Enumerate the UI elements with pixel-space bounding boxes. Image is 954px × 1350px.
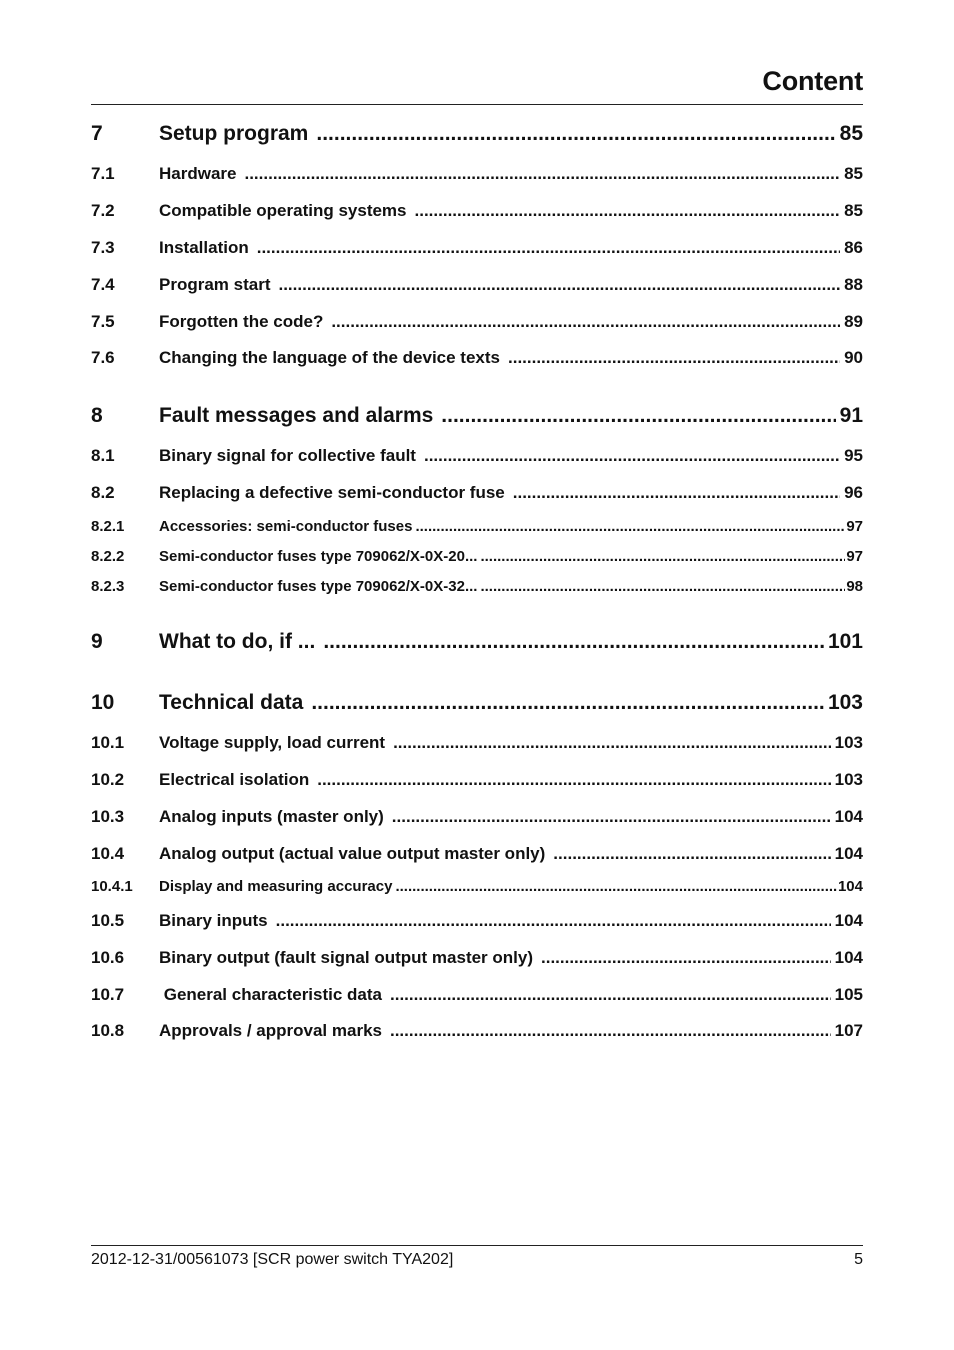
toc-number: 7: [91, 122, 103, 145]
toc-title: Voltage supply, load current: [159, 733, 386, 752]
toc-page: 104: [834, 807, 863, 826]
toc-page: 103: [834, 770, 863, 789]
toc-entry[interactable]: [91, 238, 863, 262]
toc-number: 7.4: [91, 275, 115, 294]
toc-title: Binary signal for collective fault: [159, 446, 416, 465]
footer-page-number: 5: [854, 1251, 863, 1268]
toc-page: 88: [844, 275, 863, 294]
toc-entry[interactable]: [91, 1021, 863, 1045]
toc-entry[interactable]: [91, 164, 863, 188]
toc-entry[interactable]: [91, 844, 863, 868]
toc-page: 85: [839, 122, 863, 145]
toc-number: 10.7: [91, 985, 125, 1004]
toc-title: Hardware: [159, 164, 237, 183]
toc-number: 10: [91, 691, 115, 714]
toc-number: 10.3: [91, 807, 125, 826]
toc-entry[interactable]: [91, 911, 863, 935]
toc-number: 7.1: [91, 164, 115, 183]
toc-leader: [553, 844, 830, 864]
toc-leader: [317, 770, 830, 790]
toc-page: 91: [839, 404, 863, 427]
toc-title: Forgotten the code?: [159, 312, 324, 331]
toc-leader: [480, 578, 845, 595]
toc-leader: [392, 807, 831, 827]
toc-entry[interactable]: [91, 948, 863, 972]
toc-page: 89: [844, 312, 863, 331]
toc-number: 8.1: [91, 446, 115, 465]
toc-leader: [480, 548, 845, 565]
toc-title: General characteristic data: [159, 985, 383, 1004]
toc-entry[interactable]: [91, 312, 863, 336]
toc-title: Electrical isolation: [159, 770, 310, 789]
toc-leader: [424, 446, 840, 466]
toc-page: 103: [834, 733, 863, 752]
toc-page: 104: [834, 911, 863, 930]
toc-page: 101: [827, 630, 863, 653]
page-header: [91, 64, 863, 105]
toc-page: 104: [834, 844, 863, 863]
toc-leader: [390, 1021, 831, 1041]
toc-leader: [441, 404, 835, 428]
toc-title: Accessories: semi-conductor fuses: [159, 518, 413, 535]
toc-entry[interactable]: [91, 404, 863, 434]
toc-entry[interactable]: [91, 446, 863, 470]
toc-page: 90: [844, 348, 863, 367]
toc-leader: [390, 985, 831, 1005]
toc-title: Display and measuring accuracy: [159, 878, 393, 895]
footer-doc-ref: 2012-12-31/00561073 [SCR power switch TYA202]: [91, 1251, 454, 1268]
toc-entry[interactable]: [91, 518, 863, 540]
toc-page: 104: [837, 878, 863, 895]
page-footer: [91, 1245, 863, 1269]
toc-entry[interactable]: [91, 548, 863, 570]
toc-page: 95: [844, 446, 863, 465]
toc-number: 7.2: [91, 201, 115, 220]
toc-leader: [323, 630, 824, 654]
toc-number: 10.8: [91, 1021, 125, 1040]
toc-leader: [257, 238, 840, 258]
toc-number: 10.4: [91, 844, 125, 863]
toc-title: Installation: [159, 238, 249, 257]
toc-leader: [311, 691, 824, 715]
toc-leader: [244, 164, 840, 184]
toc-page: 97: [846, 548, 863, 565]
toc-entry[interactable]: [91, 691, 863, 721]
toc-number: 7.3: [91, 238, 115, 257]
toc-entry[interactable]: [91, 807, 863, 831]
toc-entry[interactable]: [91, 733, 863, 757]
toc-page: 85: [844, 201, 863, 220]
toc-page: 103: [827, 691, 863, 714]
toc-title: Technical data: [159, 691, 304, 714]
toc-number: 8.2.1: [91, 518, 125, 535]
toc-number: 7.6: [91, 348, 115, 367]
toc-leader: [276, 911, 831, 931]
toc-title: Fault messages and alarms: [159, 404, 434, 427]
toc-title: Semi-conductor fuses type 709062/X-0X-20...: [159, 548, 478, 565]
toc-entry[interactable]: [91, 201, 863, 225]
toc-page: 96: [844, 483, 863, 502]
toc-page: 105: [834, 985, 863, 1004]
toc-entry[interactable]: [91, 275, 863, 299]
toc-number: 10.4.1: [91, 878, 133, 895]
toc-leader: [278, 275, 840, 295]
toc-leader: [415, 201, 841, 221]
page-title: Content: [762, 66, 863, 96]
toc-title: Changing the language of the device texts: [159, 348, 500, 367]
toc-leader: [415, 518, 845, 535]
toc-number: 10.1: [91, 733, 125, 752]
toc-page: 107: [834, 1021, 863, 1040]
toc-title: Analog inputs (master only): [159, 807, 384, 826]
toc-page: 86: [844, 238, 863, 257]
toc-number: 10.5: [91, 911, 125, 930]
toc-page: 104: [834, 948, 863, 967]
toc-entry[interactable]: [91, 985, 863, 1009]
toc-leader: [331, 312, 840, 332]
toc-leader: [541, 948, 831, 968]
toc-title: Approvals / approval marks: [159, 1021, 382, 1040]
toc-leader: [395, 878, 837, 895]
toc-number: 7.5: [91, 312, 115, 331]
toc-entry[interactable]: [91, 578, 863, 600]
toc-title: Analog output (actual value output master only): [159, 844, 546, 863]
toc-page: 97: [846, 518, 863, 535]
toc-title: Replacing a defective semi-conductor fuse: [159, 483, 505, 502]
toc-title: Setup program: [159, 122, 309, 145]
toc-entry[interactable]: [91, 122, 863, 152]
toc-title: Binary inputs: [159, 911, 268, 930]
toc-number: 8.2: [91, 483, 115, 502]
toc-title: What to do, if ...: [159, 630, 316, 653]
toc-number: 10.2: [91, 770, 125, 789]
toc-leader: [508, 348, 840, 368]
toc-page: 85: [844, 164, 863, 183]
toc-title: Compatible operating systems: [159, 201, 407, 220]
toc-entry[interactable]: [91, 630, 863, 660]
toc-entry[interactable]: [91, 878, 863, 900]
toc-title: Semi-conductor fuses type 709062/X-0X-32...: [159, 578, 478, 595]
toc-title: Program start: [159, 275, 271, 294]
toc-page: 98: [846, 578, 863, 595]
toc-title: Binary output (fault signal output master only): [159, 948, 533, 967]
toc-number: 8.2.2: [91, 548, 125, 565]
toc-entry[interactable]: [91, 770, 863, 794]
toc-number: 8: [91, 404, 103, 427]
toc-number: 9: [91, 630, 103, 653]
toc-leader: [316, 122, 835, 146]
toc-number: 8.2.3: [91, 578, 125, 595]
toc-leader: [513, 483, 840, 503]
toc-number: 10.6: [91, 948, 125, 967]
toc-entry[interactable]: [91, 348, 863, 372]
toc-entry[interactable]: [91, 483, 863, 507]
toc-leader: [393, 733, 831, 753]
